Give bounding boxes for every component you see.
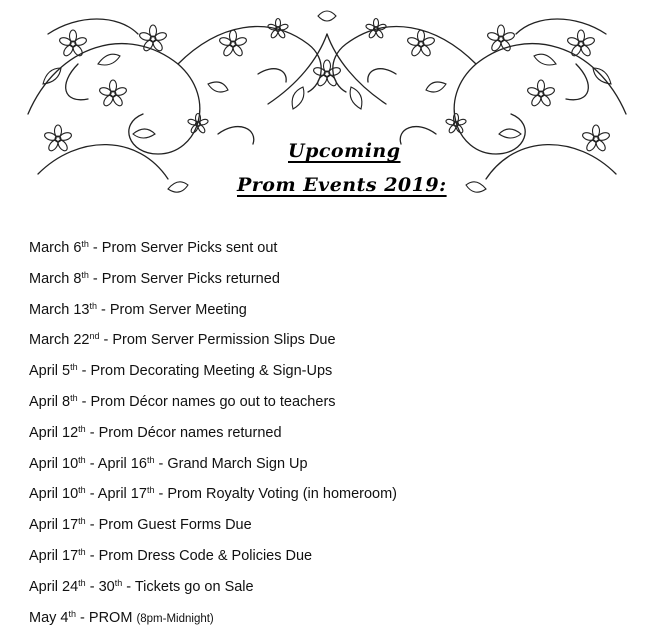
events-list [29,237,629,637]
event-date: April 12 [29,424,79,441]
title-line-1: Upcoming [288,140,401,162]
event-date-suffix: th [81,269,89,280]
event-date-end: - April 17 [85,486,147,503]
event-description: - Prom Guest Forms Due [85,517,252,534]
event-item [29,237,629,268]
event-item [29,545,629,576]
event-date-end: - 30 [85,578,115,595]
event-date-suffix: th [78,454,86,465]
event-item [29,391,629,422]
event-description: - Tickets go on Sale [122,578,254,595]
event-date: May 4 [29,609,69,626]
event-item [29,514,629,545]
event-item [29,329,629,360]
event-date-suffix: th [78,577,86,588]
event-description: - PROM [76,609,137,626]
event-date-end-suffix: th [146,485,155,496]
event-description: - Prom Server Permission Slips Due [99,332,336,349]
event-date-suffix: nd [89,331,100,342]
event-item [29,576,629,607]
event-date: March 6 [29,240,82,256]
event-date-end: - April 16 [85,455,147,472]
event-date-suffix: th [78,546,86,557]
event-description: - Prom Server Picks sent out [88,240,278,256]
event-date-suffix: th [78,516,86,527]
event-description: - Grand March Sign Up [154,455,308,472]
event-item [29,360,629,391]
event-item [29,607,629,638]
event-date: April 24 [29,578,79,595]
event-item [29,422,629,453]
event-description: - Prom Royalty Voting (in homeroom) [154,486,398,503]
event-date-suffix: th [68,608,77,619]
event-date-suffix: th [78,485,86,496]
event-date-suffix: th [70,362,78,373]
event-item [29,299,629,330]
event-time-note: (8pm-Midnight) [136,612,214,625]
event-date: April 5 [29,363,71,380]
event-date: April 17 [29,547,79,564]
event-date-suffix: th [81,239,89,249]
event-item [29,268,629,299]
event-date-suffix: th [78,423,86,434]
event-date: April 17 [29,517,79,534]
event-date: April 10 [29,486,79,503]
event-date: March 8 [29,270,82,287]
event-date-suffix: th [70,392,78,403]
event-description: - Prom Décor names returned [85,424,282,441]
event-description: - Prom Server Meeting [96,301,247,318]
event-description: - Prom Décor names go out to teachers [77,393,336,410]
event-date-end-suffix: th [114,577,123,588]
floral-banner [18,4,636,209]
event-item [29,483,629,514]
event-item [29,453,629,484]
event-date-suffix: th [89,300,97,311]
event-description: - Prom Decorating Meeting & Sign-Ups [77,363,333,380]
event-date: March 13 [29,301,90,318]
event-date-end-suffix: th [146,454,155,465]
event-date: April 8 [29,393,71,410]
event-description: - Prom Server Picks returned [88,270,280,287]
event-date: March 22 [29,332,90,349]
title-line-2: Prom Events 2019: [237,174,447,196]
event-date: April 10 [29,455,79,472]
event-description: - Prom Dress Code & Policies Due [85,547,313,564]
